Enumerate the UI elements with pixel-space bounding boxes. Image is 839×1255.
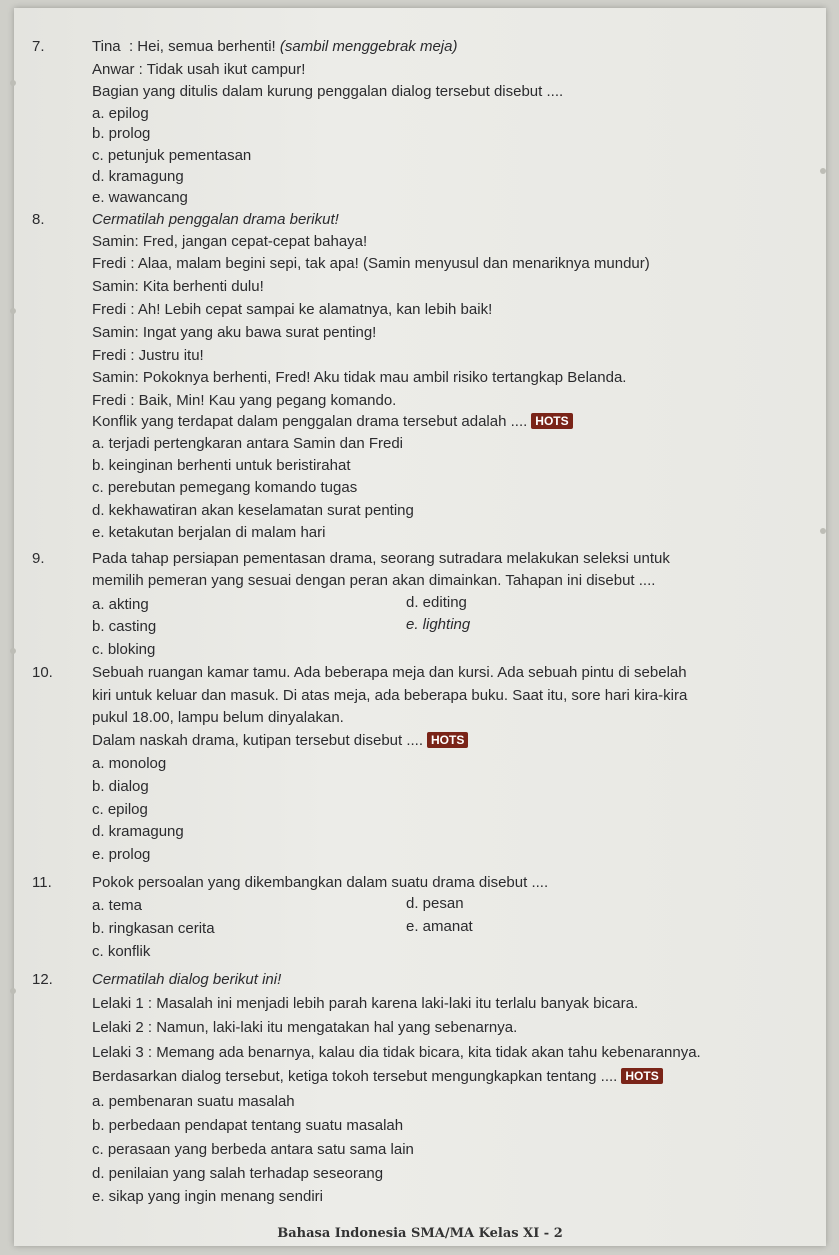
answer-option-b[interactable]: b. prolog bbox=[92, 125, 151, 142]
question-text: memilih pemeran yang sesuai dengan peran akan dimainkan. Tahapan ini disebut .... bbox=[92, 572, 656, 589]
binding-dot bbox=[10, 80, 16, 86]
answer-option-d[interactable]: d. penilaian yang salah terhadap seseorang bbox=[92, 1165, 384, 1182]
question-text: Pokok persoalan yang dikembangkan dalam suatu drama disebut .... bbox=[92, 874, 549, 891]
question-intro: Cermatilah dialog berikut ini! bbox=[92, 971, 282, 988]
answer-option-d[interactable]: d. kramagung bbox=[92, 823, 184, 840]
question-number: 8. bbox=[32, 211, 45, 228]
binding-dot bbox=[10, 648, 16, 654]
answer-option-b[interactable]: b. keinginan berhenti untuk beristirahat bbox=[92, 457, 351, 474]
question-text: Pada tahap persiapan pementasan drama, seorang sutradara melakukan seleksi untuk bbox=[92, 550, 670, 567]
answer-option-d[interactable]: d. kramagung bbox=[92, 168, 184, 185]
answer-option-d[interactable]: d. editing bbox=[406, 594, 467, 611]
dialog-line: Samin: Ingat yang aku bawa surat penting! bbox=[92, 324, 377, 341]
binding-dot bbox=[10, 988, 16, 994]
answer-option-c[interactable]: c. konflik bbox=[92, 943, 151, 960]
answer-option-c[interactable]: c. perasaan yang berbeda antara satu sama lain bbox=[92, 1141, 414, 1158]
question-prompt: Konflik yang terdapat dalam penggalan drama tersebut adalah .... bbox=[92, 413, 528, 430]
question-text bbox=[92, 413, 573, 430]
dialog-line: Lelaki 3 : Memang ada benarnya, kalau dia tidak bicara, kita tidak akan tahu kebenarannya. bbox=[92, 1044, 701, 1061]
hots-badge: HOTS bbox=[621, 1068, 662, 1084]
question-number: 9. bbox=[32, 550, 45, 567]
question-text bbox=[92, 732, 468, 749]
question-prompt: Dalam naskah drama, kutipan tersebut disebut .... bbox=[92, 732, 424, 749]
dialog-line: Lelaki 2 : Namun, laki-laki itu mengatakan hal yang sebenarnya. bbox=[92, 1019, 518, 1036]
dialog-line bbox=[92, 38, 457, 55]
question-text: Sebuah ruangan kamar tamu. Ada beberapa meja dan kursi. Ada sebuah pintu di sebelah bbox=[92, 664, 687, 681]
answer-option-a[interactable]: a. pembenaran suatu masalah bbox=[92, 1093, 295, 1110]
hots-badge: HOTS bbox=[531, 413, 572, 429]
dialog-line: Samin: Kita berhenti dulu! bbox=[92, 278, 264, 295]
answer-option-e[interactable]: e. sikap yang ingin menang sendiri bbox=[92, 1188, 323, 1205]
answer-option-b[interactable]: b. dialog bbox=[92, 778, 149, 795]
question-text bbox=[92, 1068, 663, 1085]
answer-option-b[interactable]: b. ringkasan cerita bbox=[92, 920, 215, 937]
question-text: kiri untuk keluar dan masuk. Di atas meja, ada beberapa buku. Saat itu, sore hari kira-kira bbox=[92, 687, 688, 704]
question-number: 11. bbox=[32, 874, 52, 891]
stage-direction: (sambil menggebrak meja) bbox=[279, 38, 458, 55]
question-intro: Cermatilah penggalan drama berikut! bbox=[92, 211, 339, 228]
answer-option-c[interactable]: c. epilog bbox=[92, 801, 148, 818]
answer-option-b[interactable]: b. perbedaan pendapat tentang suatu masalah bbox=[92, 1117, 404, 1134]
binding-dot bbox=[820, 168, 826, 174]
answer-option-b[interactable]: b. casting bbox=[92, 618, 157, 635]
answer-option-c[interactable]: c. petunjuk pementasan bbox=[92, 147, 252, 164]
question-text: pukul 18.00, lampu belum dinyalakan. bbox=[92, 709, 344, 726]
dialog-text: : Hei, semua berhenti! bbox=[128, 38, 280, 55]
binding-dot bbox=[10, 308, 16, 314]
question-number: 7. bbox=[32, 38, 45, 55]
answer-option-c[interactable]: c. bloking bbox=[92, 641, 156, 658]
question-number: 10. bbox=[32, 664, 53, 681]
answer-option-a[interactable]: a. akting bbox=[92, 596, 149, 613]
answer-option-a[interactable]: a. monolog bbox=[92, 755, 167, 772]
dialog-line: Samin: Pokoknya berhenti, Fred! Aku tidak mau ambil risiko tertangkap Belanda. bbox=[92, 369, 627, 386]
answer-option-d[interactable]: d. kekhawatiran akan keselamatan surat penting bbox=[92, 502, 414, 519]
dialog-line: Fredi : Baik, Min! Kau yang pegang komando. bbox=[92, 392, 397, 409]
answer-option-a[interactable]: a. terjadi pertengkaran antara Samin dan Fredi bbox=[92, 435, 404, 452]
dialog-line: Samin: Fred, jangan cepat-cepat bahaya! bbox=[92, 233, 368, 250]
dialog-line: Fredi : Justru itu! bbox=[92, 347, 204, 364]
page-footer: Bahasa Indonesia SMA/MA Kelas XI - 2 bbox=[277, 1226, 563, 1241]
answer-option-a[interactable]: a. epilog bbox=[92, 105, 149, 122]
worksheet-page bbox=[14, 8, 826, 1246]
dialog-line: Anwar : Tidak usah ikut campur! bbox=[92, 61, 306, 78]
dialog-line: Fredi : Ah! Lebih cepat sampai ke alamatnya, kan lebih baik! bbox=[92, 301, 493, 318]
dialog-line: Lelaki 1 : Masalah ini menjadi lebih parah karena laki-laki itu terlalu banyak bicara. bbox=[92, 995, 639, 1012]
answer-option-d[interactable]: d. pesan bbox=[406, 895, 464, 912]
binding-dot bbox=[820, 528, 826, 534]
question-number: 12. bbox=[32, 971, 53, 988]
question-text: Bagian yang ditulis dalam kurung penggalan dialog tersebut disebut .... bbox=[92, 83, 564, 100]
hots-badge: HOTS bbox=[427, 732, 468, 748]
question-prompt: Berdasarkan dialog tersebut, ketiga tokoh tersebut mengungkapkan tentang .... bbox=[92, 1068, 618, 1085]
answer-option-e[interactable]: e. lighting bbox=[406, 616, 471, 633]
dialog-line: Fredi : Alaa, malam begini sepi, tak apa! (Samin menyusul dan menariknya mundur) bbox=[92, 255, 650, 272]
answer-option-a[interactable]: a. tema bbox=[92, 897, 143, 914]
speaker-name: Tina bbox=[92, 38, 121, 55]
answer-option-e[interactable]: e. amanat bbox=[406, 918, 473, 935]
answer-option-e[interactable]: e. prolog bbox=[92, 846, 151, 863]
answer-option-e[interactable]: e. wawancang bbox=[92, 189, 188, 206]
answer-option-c[interactable]: c. perebutan pemegang komando tugas bbox=[92, 479, 358, 496]
answer-option-e[interactable]: e. ketakutan berjalan di malam hari bbox=[92, 524, 326, 541]
